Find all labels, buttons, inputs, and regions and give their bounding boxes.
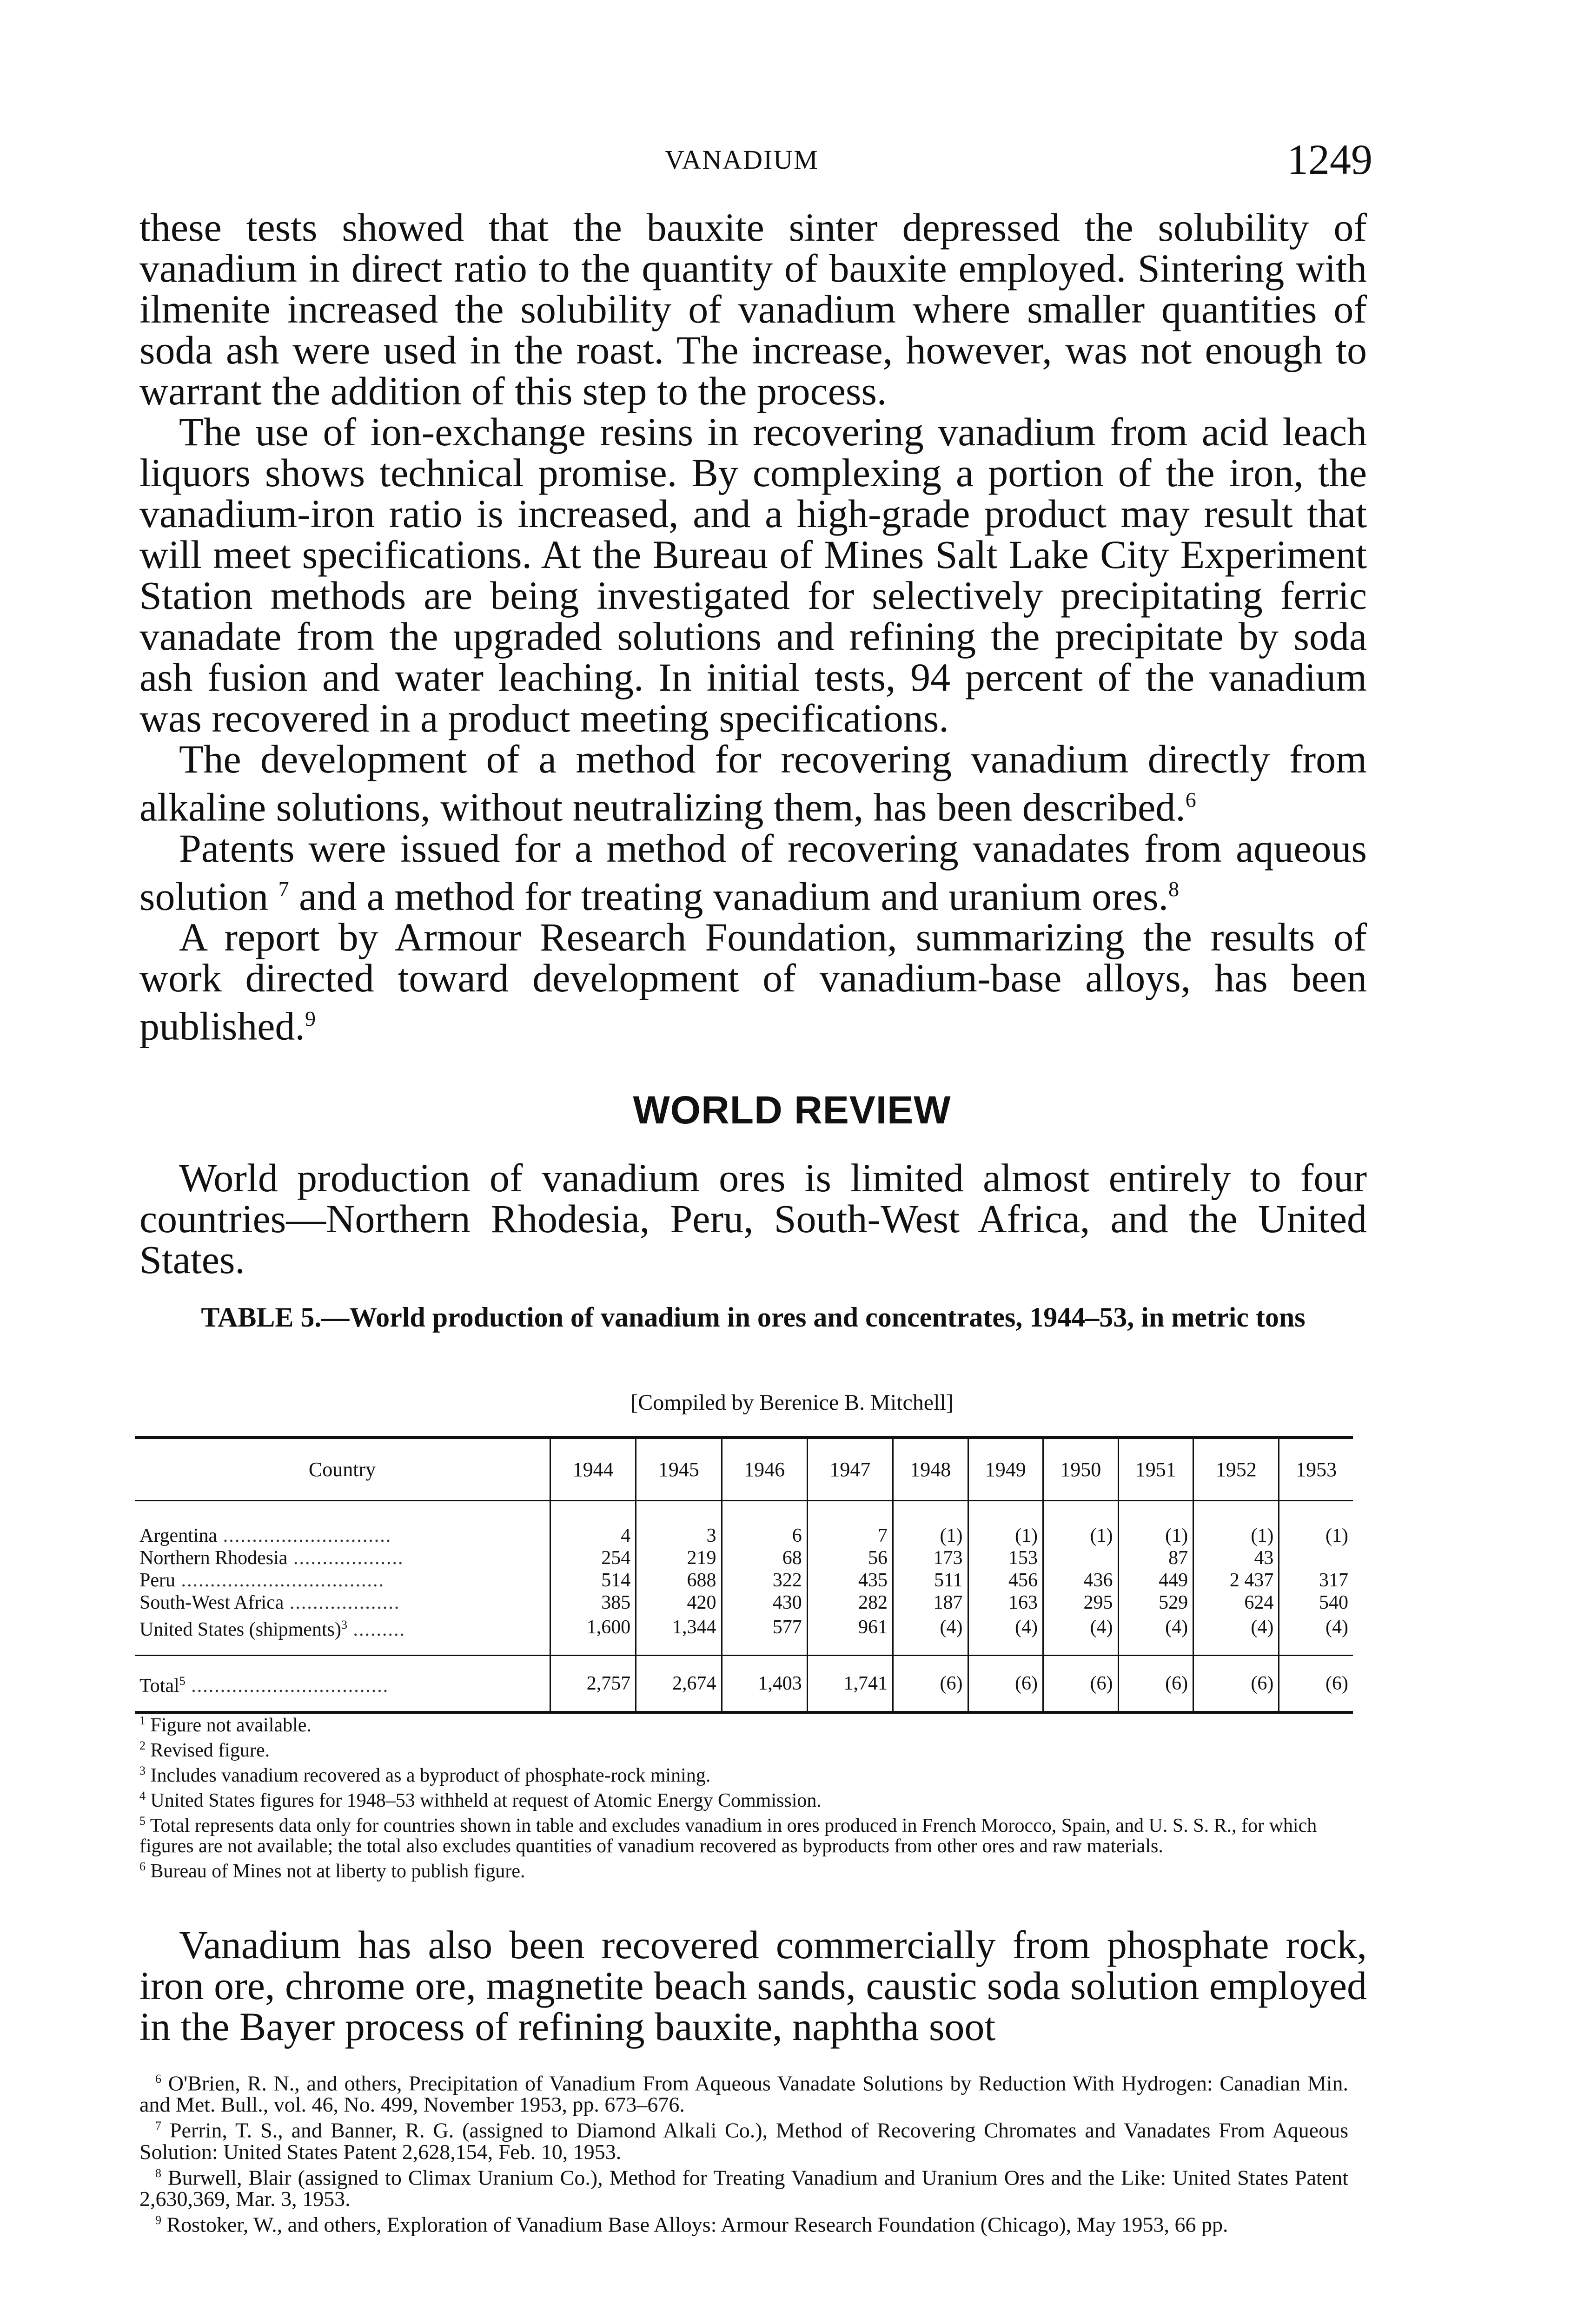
value-cell: 2,674 <box>636 1656 722 1713</box>
body-text-world-review <box>139 1157 1367 1280</box>
country-name: United States (shipments) <box>139 1619 341 1640</box>
value-cell: (6) <box>893 1656 968 1713</box>
value-cell: (1) <box>1279 1501 1353 1547</box>
value-cell: 7 <box>807 1501 893 1547</box>
paragraph-alkaline-text: The development of a method for recovering vanadium directly from alkaline solutions, without neutralizing them, has been described. <box>139 737 1367 830</box>
value-cell: 436 <box>1043 1569 1119 1591</box>
value-cell: (1) <box>1043 1501 1119 1547</box>
country-name: Argentina <box>139 1525 218 1546</box>
value-cell: 385 <box>550 1591 636 1614</box>
table-row <box>135 1591 1353 1614</box>
footnote-text: O'Brien, R. N., and others, Precipitation of Vanadium From Aqueous Vanadate Solutions by Reduction With Hydrogen: Canadian Min. and Met. Bull., vol. 46, No. 499, November 1953, pp. 673–676. <box>139 2071 1348 2117</box>
footnote <box>139 2163 1348 2210</box>
value-cell: (1) <box>893 1501 968 1547</box>
country-cell <box>135 1614 550 1656</box>
country-cell <box>135 1569 550 1591</box>
dot-leader: ......... <box>347 1619 405 1640</box>
value-cell: 219 <box>636 1547 722 1569</box>
table-note <box>139 1736 1358 1761</box>
value-cell: 1,600 <box>550 1614 636 1656</box>
footnote-text: Burwell, Blair (assigned to Climax Uranium Co.), Method for Treating Vanadium and Uranium Ores and the Like: United States Patent 2,630,369, Mar. 3, 1953. <box>139 2165 1349 2211</box>
table-note <box>139 1710 1358 1736</box>
value-cell: 514 <box>550 1569 636 1591</box>
table-note-text: Includes vanadium recovered as a byproduct of phosphate-rock mining. <box>150 1765 711 1786</box>
dot-leader: ................................... <box>175 1570 384 1591</box>
country-cell <box>135 1501 550 1547</box>
section-heading: WORLD REVIEW <box>633 1088 951 1132</box>
value-cell: 2,757 <box>550 1656 636 1713</box>
table-row <box>135 1614 1353 1656</box>
footnote-number: 7 <box>155 2119 161 2133</box>
footnote-ref-7: 7 <box>278 877 289 901</box>
table-note-text: Revised figure. <box>150 1740 270 1761</box>
value-cell: 577 <box>722 1614 807 1656</box>
value-cell: 540 <box>1279 1591 1353 1614</box>
footnote <box>139 2210 1348 2235</box>
table-note-text: Bureau of Mines not at liberty to publish figure. <box>150 1861 525 1882</box>
paragraph-patents-text-b: and a method for treating vanadium and uranium ores. <box>299 874 1169 919</box>
footnote-ref-8: 8 <box>1168 877 1180 901</box>
value-cell: (6) <box>968 1656 1043 1713</box>
value-cell: 43 <box>1193 1547 1279 1569</box>
column-header: 1947 <box>807 1438 893 1501</box>
value-cell: (1) <box>1118 1501 1193 1547</box>
footnote-number: 9 <box>155 2213 161 2227</box>
value-cell: (4) <box>1279 1614 1353 1656</box>
value-cell: (6) <box>1193 1656 1279 1713</box>
table-note-number: 4 <box>139 1789 146 1802</box>
value-cell: (4) <box>893 1614 968 1656</box>
value-cell: 56 <box>807 1547 893 1569</box>
paragraph-armour-report <box>139 917 1367 1047</box>
dot-leader: ............................. <box>217 1525 392 1546</box>
value-cell: 173 <box>893 1547 968 1569</box>
table-caption <box>139 1301 1367 1333</box>
column-header: 1944 <box>550 1438 636 1501</box>
value-cell: (6) <box>1043 1656 1119 1713</box>
country-cell <box>135 1591 550 1614</box>
value-cell: 163 <box>968 1591 1043 1614</box>
page-number: 1249 <box>1287 136 1372 183</box>
country-cell <box>135 1656 550 1713</box>
value-cell: 435 <box>807 1569 893 1591</box>
paragraph-world-production: World production of vanadium ores is limited almost entirely to four countries—Northern Rhodesia, Peru, South-West Africa, and the United States. <box>139 1155 1367 1282</box>
table-note <box>139 1786 1358 1811</box>
value-cell: (4) <box>1043 1614 1119 1656</box>
column-header: 1946 <box>722 1438 807 1501</box>
value-cell: 624 <box>1193 1591 1279 1614</box>
value-cell: 4 <box>550 1501 636 1547</box>
table-body <box>135 1501 1353 1713</box>
value-cell: 1,344 <box>636 1614 722 1656</box>
footnote-number: 8 <box>155 2166 161 2180</box>
country-name: Peru <box>139 1570 175 1591</box>
running-head <box>0 135 1584 191</box>
table-note-number: 3 <box>139 1764 146 1777</box>
value-cell: 68 <box>722 1547 807 1569</box>
value-cell: 153 <box>968 1547 1043 1569</box>
table-note-mark: 5 <box>179 1674 186 1688</box>
value-cell: 1,403 <box>722 1656 807 1713</box>
dot-leader: ................... <box>287 1547 404 1569</box>
table-row <box>135 1501 1353 1547</box>
table-caption-lead: TABLE 5. <box>201 1302 322 1333</box>
column-header: 1950 <box>1043 1438 1119 1501</box>
table-total-row <box>135 1656 1353 1713</box>
value-cell: (1) <box>1193 1501 1279 1547</box>
value-cell: 688 <box>636 1569 722 1591</box>
table-note-text: Figure not available. <box>150 1715 311 1736</box>
body-text-top <box>139 207 1367 1047</box>
footnote-ref-6: 6 <box>1185 788 1196 812</box>
table-header-row <box>135 1438 1353 1501</box>
paragraph-patents <box>139 825 1367 919</box>
dot-leader: .................................. <box>185 1675 389 1697</box>
production-table <box>135 1436 1353 1714</box>
country-name: Northern Rhodesia <box>139 1547 288 1569</box>
value-cell: 1,741 <box>807 1656 893 1713</box>
column-header: 1945 <box>636 1438 722 1501</box>
value-cell: (1) <box>968 1501 1043 1547</box>
country-name: South-West Africa <box>139 1592 284 1613</box>
value-cell: 87 <box>1118 1547 1193 1569</box>
table-note-number: 2 <box>139 1739 146 1752</box>
value-cell: 2 437 <box>1193 1569 1279 1591</box>
value-cell: (6) <box>1279 1656 1353 1713</box>
country-name: Total <box>139 1675 179 1697</box>
footnote <box>139 2115 1348 2162</box>
footnote-number: 6 <box>155 2072 161 2086</box>
footnotes <box>139 2068 1348 2235</box>
column-header: 1948 <box>893 1438 968 1501</box>
body-text-bottom <box>139 1924 1367 2047</box>
value-cell: 420 <box>636 1591 722 1614</box>
column-header: 1953 <box>1279 1438 1353 1501</box>
footnote <box>139 2068 1348 2115</box>
value-cell: (4) <box>1193 1614 1279 1656</box>
column-header: 1952 <box>1193 1438 1279 1501</box>
table-caption-text: —World production of vanadium in ores and concentrates, 1944–53, in metric tons <box>321 1302 1306 1333</box>
table-notes <box>139 1710 1358 1882</box>
value-cell: (4) <box>968 1614 1043 1656</box>
value-cell: 317 <box>1279 1569 1353 1591</box>
footnote-text: Rostoker, W., and others, Exploration of Vanadium Base Alloys: Armour Research Foundation (Chicago), May 1953, 66 pp. <box>166 2212 1228 2237</box>
value-cell <box>1279 1547 1353 1569</box>
value-cell: 282 <box>807 1591 893 1614</box>
paragraph-ion-exchange: The use of ion-exchange resins in recovering vanadium from acid leach liquors shows technical promise. By complexing a portion of the iron, the vanadium-iron ratio is increased, and a high-grade product may result that will meet specifications. At the Bureau of Mines Salt Lake City Experiment Station methods are being investigated for selectively precipitating ferric vanadate from the upgraded solutions and refining the precipitate by soda ash fusion and water leaching. In initial tests, 94 percent of the vanadium was recovered in a product meeting specifications. <box>139 409 1367 740</box>
table-note-number: 1 <box>139 1714 146 1727</box>
column-header: 1949 <box>968 1438 1043 1501</box>
country-cell <box>135 1547 550 1569</box>
paragraph-armour-text: A report by Armour Research Foundation, summarizing the results of work directed toward development of vanadium-base alloys, has been published. <box>139 915 1367 1049</box>
value-cell: 430 <box>722 1591 807 1614</box>
value-cell: 961 <box>807 1614 893 1656</box>
value-cell: 529 <box>1118 1591 1193 1614</box>
paragraph-patents-text-a: Patents were issued for a method of recovering vanadates from aqueous solution <box>139 825 1367 919</box>
table-row <box>135 1547 1353 1569</box>
paragraph-bauxite-tests: these tests showed that the bauxite sinter depressed the solubility of vanadium in direct ratio to the quantity of bauxite employed. Sintering with ilmenite increased the solubility of vanadium where smaller quantities of soda ash were used in the roast. The increase, however, was not enough to warrant the addition of this step to the process. <box>139 205 1367 413</box>
value-cell: 322 <box>722 1569 807 1591</box>
table-note-mark: 3 <box>341 1618 347 1631</box>
table-note-text: Total represents data only for countries shown in table and excludes vanadium in ores produced in French Morocco, Spain, and U. S. S. R., for which figures are not available; the total also excludes quantities of vanadium recovered as byproducts from other ores and raw materials. <box>139 1815 1317 1857</box>
running-head-title: VANADIUM <box>665 145 819 175</box>
footnote-text: Perrin, T. S., and Banner, R. G. (assigned to Diamond Alkali Co.), Method of Recovering Chromates and Vanadates From Aqueous Solution: United States Patent 2,628,154, Feb. 10, 1953. <box>139 2118 1348 2164</box>
value-cell: (4) <box>1118 1614 1193 1656</box>
value-cell: 3 <box>636 1501 722 1547</box>
table-note-number: 6 <box>139 1860 146 1873</box>
table-row <box>135 1569 1353 1591</box>
value-cell <box>1043 1547 1119 1569</box>
value-cell: 511 <box>893 1569 968 1591</box>
value-cell: 187 <box>893 1591 968 1614</box>
value-cell: (6) <box>1118 1656 1193 1713</box>
table-note <box>139 1811 1358 1856</box>
value-cell: 254 <box>550 1547 636 1569</box>
table-note <box>139 1761 1358 1786</box>
table-note <box>139 1856 1358 1882</box>
value-cell: 6 <box>722 1501 807 1547</box>
column-header: Country <box>135 1438 550 1501</box>
dot-leader: ................... <box>284 1592 400 1613</box>
value-cell: 456 <box>968 1569 1043 1591</box>
column-header: 1951 <box>1118 1438 1193 1501</box>
paragraph-other-sources: Vanadium has also been recovered commercially from phosphate rock, iron ore, chrome ore, magnetite beach sands, caustic soda solution employed in the Bayer process of refining bauxite, naphtha soot <box>139 1922 1367 2049</box>
footnote-ref-9: 9 <box>305 1007 316 1031</box>
table-compiled-by: [Compiled by Berenice B. Mitchell] <box>630 1390 954 1415</box>
value-cell: 449 <box>1118 1569 1193 1591</box>
value-cell: 295 <box>1043 1591 1119 1614</box>
paragraph-alkaline-method <box>139 739 1367 828</box>
table-note-number: 5 <box>139 1814 146 1828</box>
table-note-text: United States figures for 1948–53 withheld at request of Atomic Energy Commission. <box>150 1790 822 1811</box>
